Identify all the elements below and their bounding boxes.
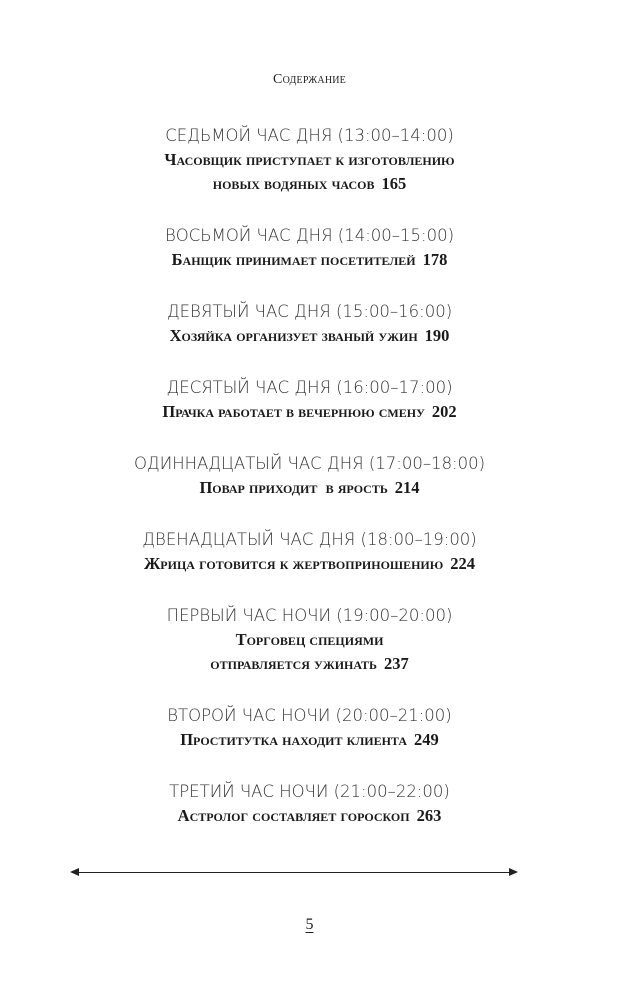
entry-page-number: 178 — [422, 250, 448, 269]
entry-title-line: Жрица готовится к жертвоприношению — [143, 554, 444, 573]
entry-title — [0, 552, 619, 576]
double-arrow-divider — [72, 872, 516, 873]
entry-title — [0, 476, 619, 500]
entry-page-number: 190 — [424, 326, 450, 345]
entry-title — [0, 324, 619, 348]
entry-hour: ВОСЬМОЙ ЧАС ДНЯ (14:00–15:00) — [164, 226, 455, 245]
entry-title-line-last — [0, 728, 619, 752]
entry-title-line: Прачка работает в вечернюю смену — [162, 402, 425, 421]
entry-page-number: 224 — [450, 554, 476, 573]
page-number-text: 5 — [305, 916, 314, 933]
entry-title — [0, 804, 619, 828]
entry-title — [0, 148, 619, 196]
entry-title — [0, 728, 619, 752]
entry-title-line: новых водяных часов — [212, 174, 375, 193]
entry-hour: ДЕСЯТЫЙ ЧАС ДНЯ (16:00–17:00) — [166, 378, 453, 397]
toc-entry[interactable] — [0, 704, 619, 780]
entry-title-line: Проститутка находит клиента — [180, 730, 408, 749]
entry-hour: ВТОРОЙ ЧАС НОЧИ (20:00–21:00) — [167, 706, 452, 725]
entry-title-line: Торговец специями — [235, 630, 384, 649]
entry-page-number: 214 — [394, 478, 420, 497]
toc-entry[interactable] — [0, 376, 619, 452]
entry-title-line: отправляется ужинать — [210, 654, 377, 673]
entry-page-number: 263 — [416, 806, 442, 825]
toc-entry[interactable] — [0, 780, 619, 856]
entry-title — [0, 628, 619, 676]
entry-title-line-last — [0, 400, 619, 424]
entry-title-line: Астролог составляет гороскоп — [177, 806, 410, 825]
toc-entry[interactable] — [0, 124, 619, 224]
entry-hour: ДЕВЯТЫЙ ЧАС ДНЯ (15:00–16:00) — [166, 302, 453, 321]
entry-title-line-last — [0, 248, 619, 272]
entry-title-line: Повар приходит в ярость — [199, 478, 388, 497]
toc-entry[interactable] — [0, 300, 619, 376]
entry-page-number: 237 — [383, 654, 409, 673]
entry-title-line: Хозяйка организует званый ужин — [169, 326, 418, 345]
toc-entry[interactable] — [0, 528, 619, 604]
entry-title-line-last — [0, 476, 619, 500]
entry-title-line-last — [0, 324, 619, 348]
entry-title-line: Часовщик приступает к изготовлению — [164, 150, 455, 169]
toc-entry[interactable] — [0, 604, 619, 704]
entry-title-line-last — [0, 172, 619, 196]
entry-hour: ТРЕТИЙ ЧАС НОЧИ (21:00–22:00) — [169, 782, 450, 801]
entry-title-line-last — [0, 652, 619, 676]
toc-entry[interactable] — [0, 452, 619, 528]
table-of-contents — [0, 124, 619, 856]
entry-title-line-last — [0, 804, 619, 828]
entry-hour: ОДИННАДЦАТЫЙ ЧАС ДНЯ (17:00–18:00) — [133, 454, 486, 473]
entry-hour: ДВЕНАДЦАТЫЙ ЧАС ДНЯ (18:00–19:00) — [142, 530, 477, 549]
page-number — [0, 916, 619, 934]
entry-title-line: Банщик принимает посетителей — [171, 250, 416, 269]
entry-page-number: 165 — [381, 174, 407, 193]
entry-page-number: 249 — [414, 730, 439, 749]
entry-title — [0, 400, 619, 424]
entry-title — [0, 248, 619, 272]
toc-entry[interactable] — [0, 224, 619, 300]
entry-page-number: 202 — [431, 402, 457, 421]
entry-hour: ПЕРВЫЙ ЧАС НОЧИ (19:00–20:00) — [166, 606, 453, 625]
running-header: Содержание — [273, 72, 346, 87]
entry-title-line-last — [0, 552, 619, 576]
entry-hour: СЕДЬМОЙ ЧАС ДНЯ (13:00–14:00) — [165, 126, 454, 145]
